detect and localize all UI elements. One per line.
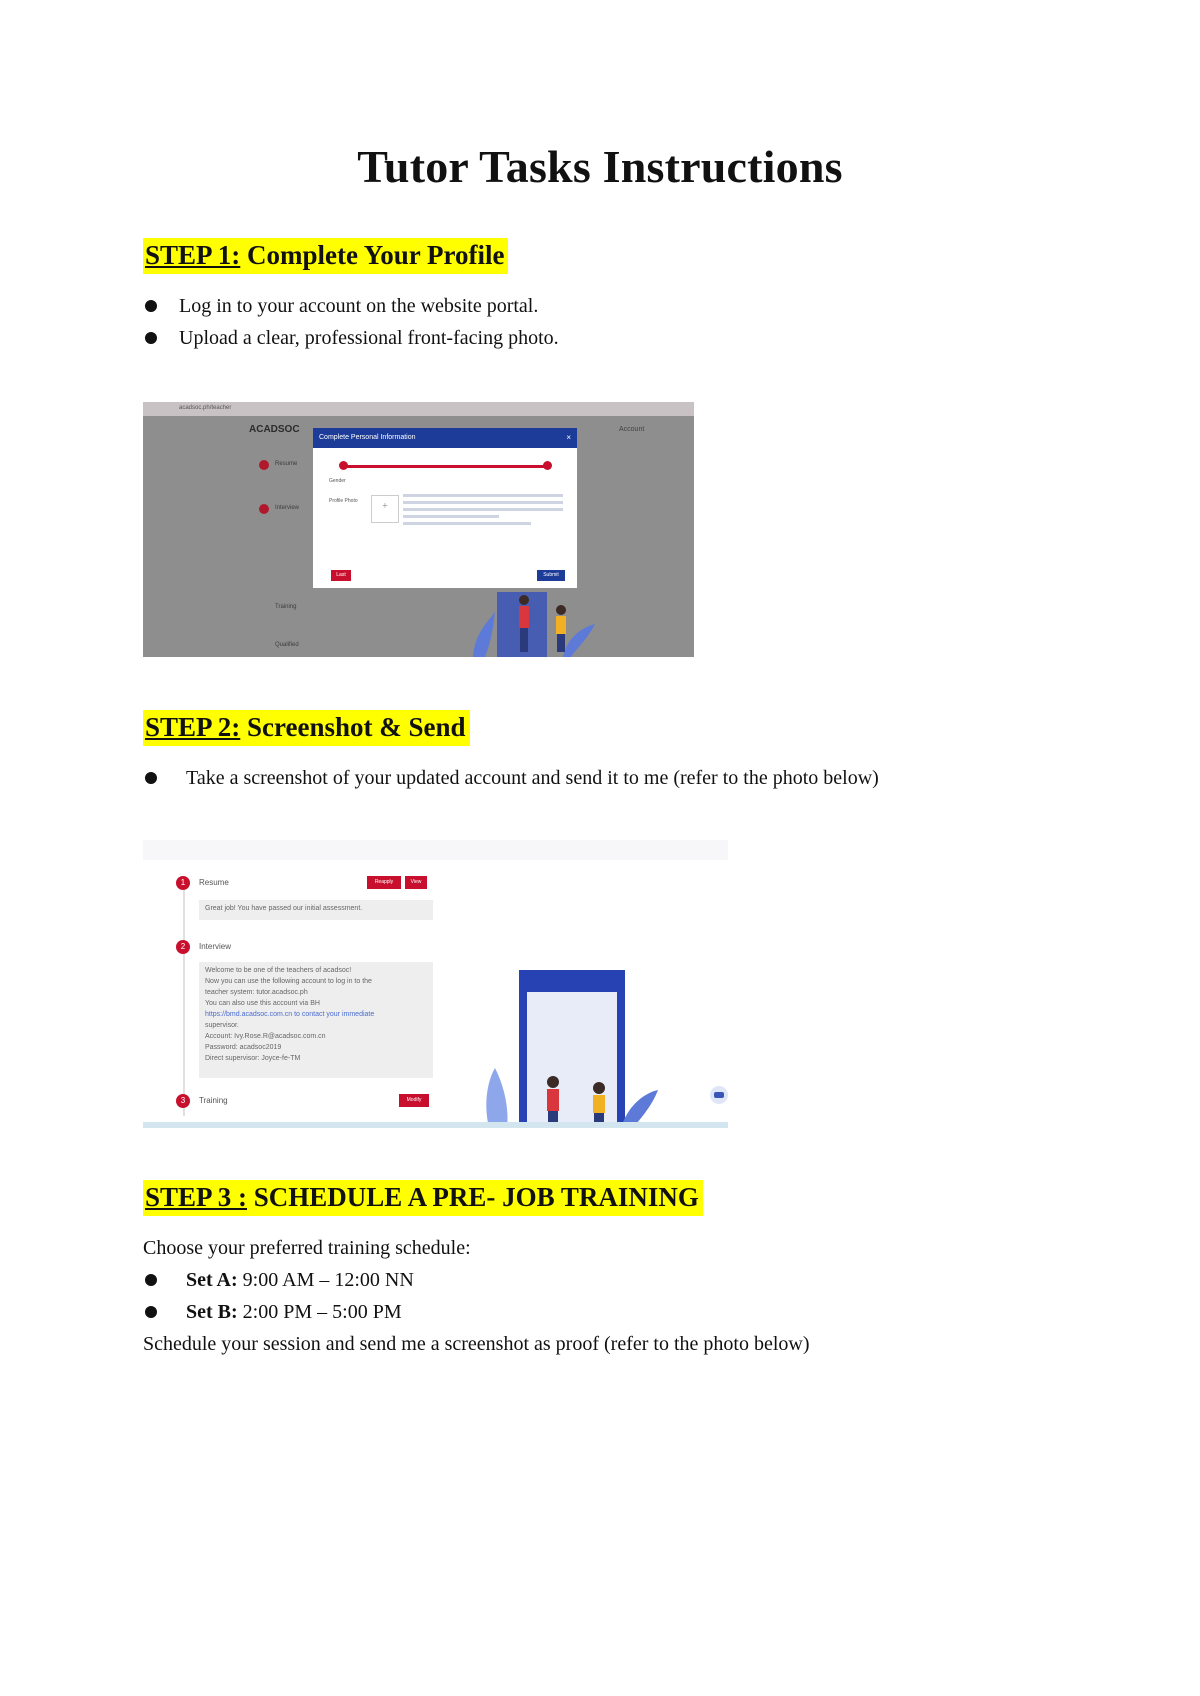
close-icon: × bbox=[566, 433, 571, 442]
step-number-icon: 3 bbox=[176, 1094, 190, 1108]
step2-heading bbox=[143, 710, 470, 746]
step3-outro: Schedule your session and send me a screenshot as proof (refer to the photo below) bbox=[143, 1333, 810, 1355]
step3-title: SCHEDULE A PRE- JOB TRAINING bbox=[247, 1182, 699, 1212]
set-a-label: Set A: bbox=[186, 1269, 238, 1291]
last-button: Last bbox=[331, 570, 351, 581]
step-number-icon: 2 bbox=[176, 940, 190, 954]
bullet-icon bbox=[145, 1274, 157, 1286]
sidebar-training: Training bbox=[275, 604, 297, 610]
step1-title: Complete Your Profile bbox=[240, 240, 505, 270]
step-interview-label: Interview bbox=[199, 942, 232, 951]
browser-bar: acadsoc.ph/teacher bbox=[143, 402, 694, 416]
step3-label: STEP 3 : bbox=[145, 1182, 248, 1212]
acadsoc-logo: ACADSOC bbox=[249, 424, 300, 435]
step3-intro: Choose your preferred training schedule: bbox=[143, 1237, 471, 1259]
sidebar-resume: Resume bbox=[275, 461, 298, 467]
profile-screenshot bbox=[143, 402, 694, 657]
photo-label: Profile Photo bbox=[329, 498, 358, 504]
document-page: Tutor Tasks Instructions STEP 1: Complete Your Profile Log in to your account on the website portal. Upload a clear, professional front-facing photo. acadsoc.ph/teacher ACADSOC Account Resume Interview Training Qualified Complete Personal Information × Gender Profile Photo + Last Submit STEP 2: Screenshot & Send Take a screenshot of your updated account and send it to me (refer to the photo below) 1 Resume Reapply View Great job! You have passed our initial assessment. 2 Interview Welcome to be one of the teachers of acadsoc! Now you can use the following account to log in to the teacher system: tutor.acadsoc.ph You can also use this account via BH https://bmd.acadsoc.com.cn to contact your immediate supervisor. Account: Ivy.Rose.R@acadsoc.com.cn Password: acadsoc2019 Direct supervisor: Joyce-fe-TM 3 Training Modify STEP 3 : SCHEDULE A PRE- JOB TRAINING Choose your preferred training schedule: Set A: 9:00 AM – 12:00 NN Set B: 2:00 PM – 5:00 PM Schedule your session and send me a screenshot as proof (refer to the photo below) bbox=[0, 0, 1200, 1696]
bullet-icon bbox=[145, 300, 157, 312]
illustration-people-icon bbox=[143, 402, 694, 657]
interview-message: Welcome to be one of the teachers of acadsoc! Now you can use the following account to log in to the teacher system: tutor.acadsoc.ph You can also use this account via BH https://bmd.acadsoc.com.cn to contact your immediate supervisor. Account: Ivy.Rose.R@acadsoc.com.cn Password: acadsoc2019 Direct supervisor: Joyce-fe-TM bbox=[199, 962, 433, 1078]
document-title: Tutor Tasks Instructions bbox=[357, 141, 843, 192]
step-resume-label: Resume bbox=[199, 878, 229, 887]
upload-photo-icon: + bbox=[371, 495, 399, 523]
bullet-icon bbox=[145, 1306, 157, 1318]
step1-heading bbox=[143, 238, 508, 274]
illustration-people-icon bbox=[143, 840, 728, 1128]
step3-heading bbox=[143, 1180, 703, 1216]
step-training-label: Training bbox=[199, 1096, 228, 1105]
bullet-icon bbox=[145, 332, 157, 344]
account-screenshot bbox=[143, 840, 728, 1128]
reapply-button: Reapply bbox=[367, 876, 401, 889]
set-b-time: 2:00 PM – 5:00 PM bbox=[237, 1301, 402, 1323]
step2-label: STEP 2: bbox=[145, 712, 241, 742]
submit-button: Submit bbox=[537, 570, 565, 581]
bullet-icon bbox=[145, 772, 157, 784]
bottom-strip bbox=[143, 1122, 728, 1128]
step-number-icon: 1 bbox=[176, 876, 190, 890]
sidebar-interview: Interview bbox=[275, 505, 300, 511]
modify-button: Modify bbox=[399, 1094, 429, 1107]
sidebar-qualified: Qualified bbox=[275, 642, 299, 648]
step1-label: STEP 1: bbox=[145, 240, 241, 270]
set-b-label: Set B: bbox=[186, 1301, 238, 1323]
resume-message: Great job! You have passed our initial assessment. bbox=[199, 900, 433, 920]
account-link: Account bbox=[619, 426, 645, 433]
view-button: View bbox=[405, 876, 427, 889]
gender-label: Gender bbox=[329, 478, 346, 484]
set-a-time: 9:00 AM – 12:00 NN bbox=[237, 1269, 414, 1291]
step2-title: Screenshot & Send bbox=[240, 712, 466, 742]
modal-title: Complete Personal Information bbox=[319, 434, 416, 441]
